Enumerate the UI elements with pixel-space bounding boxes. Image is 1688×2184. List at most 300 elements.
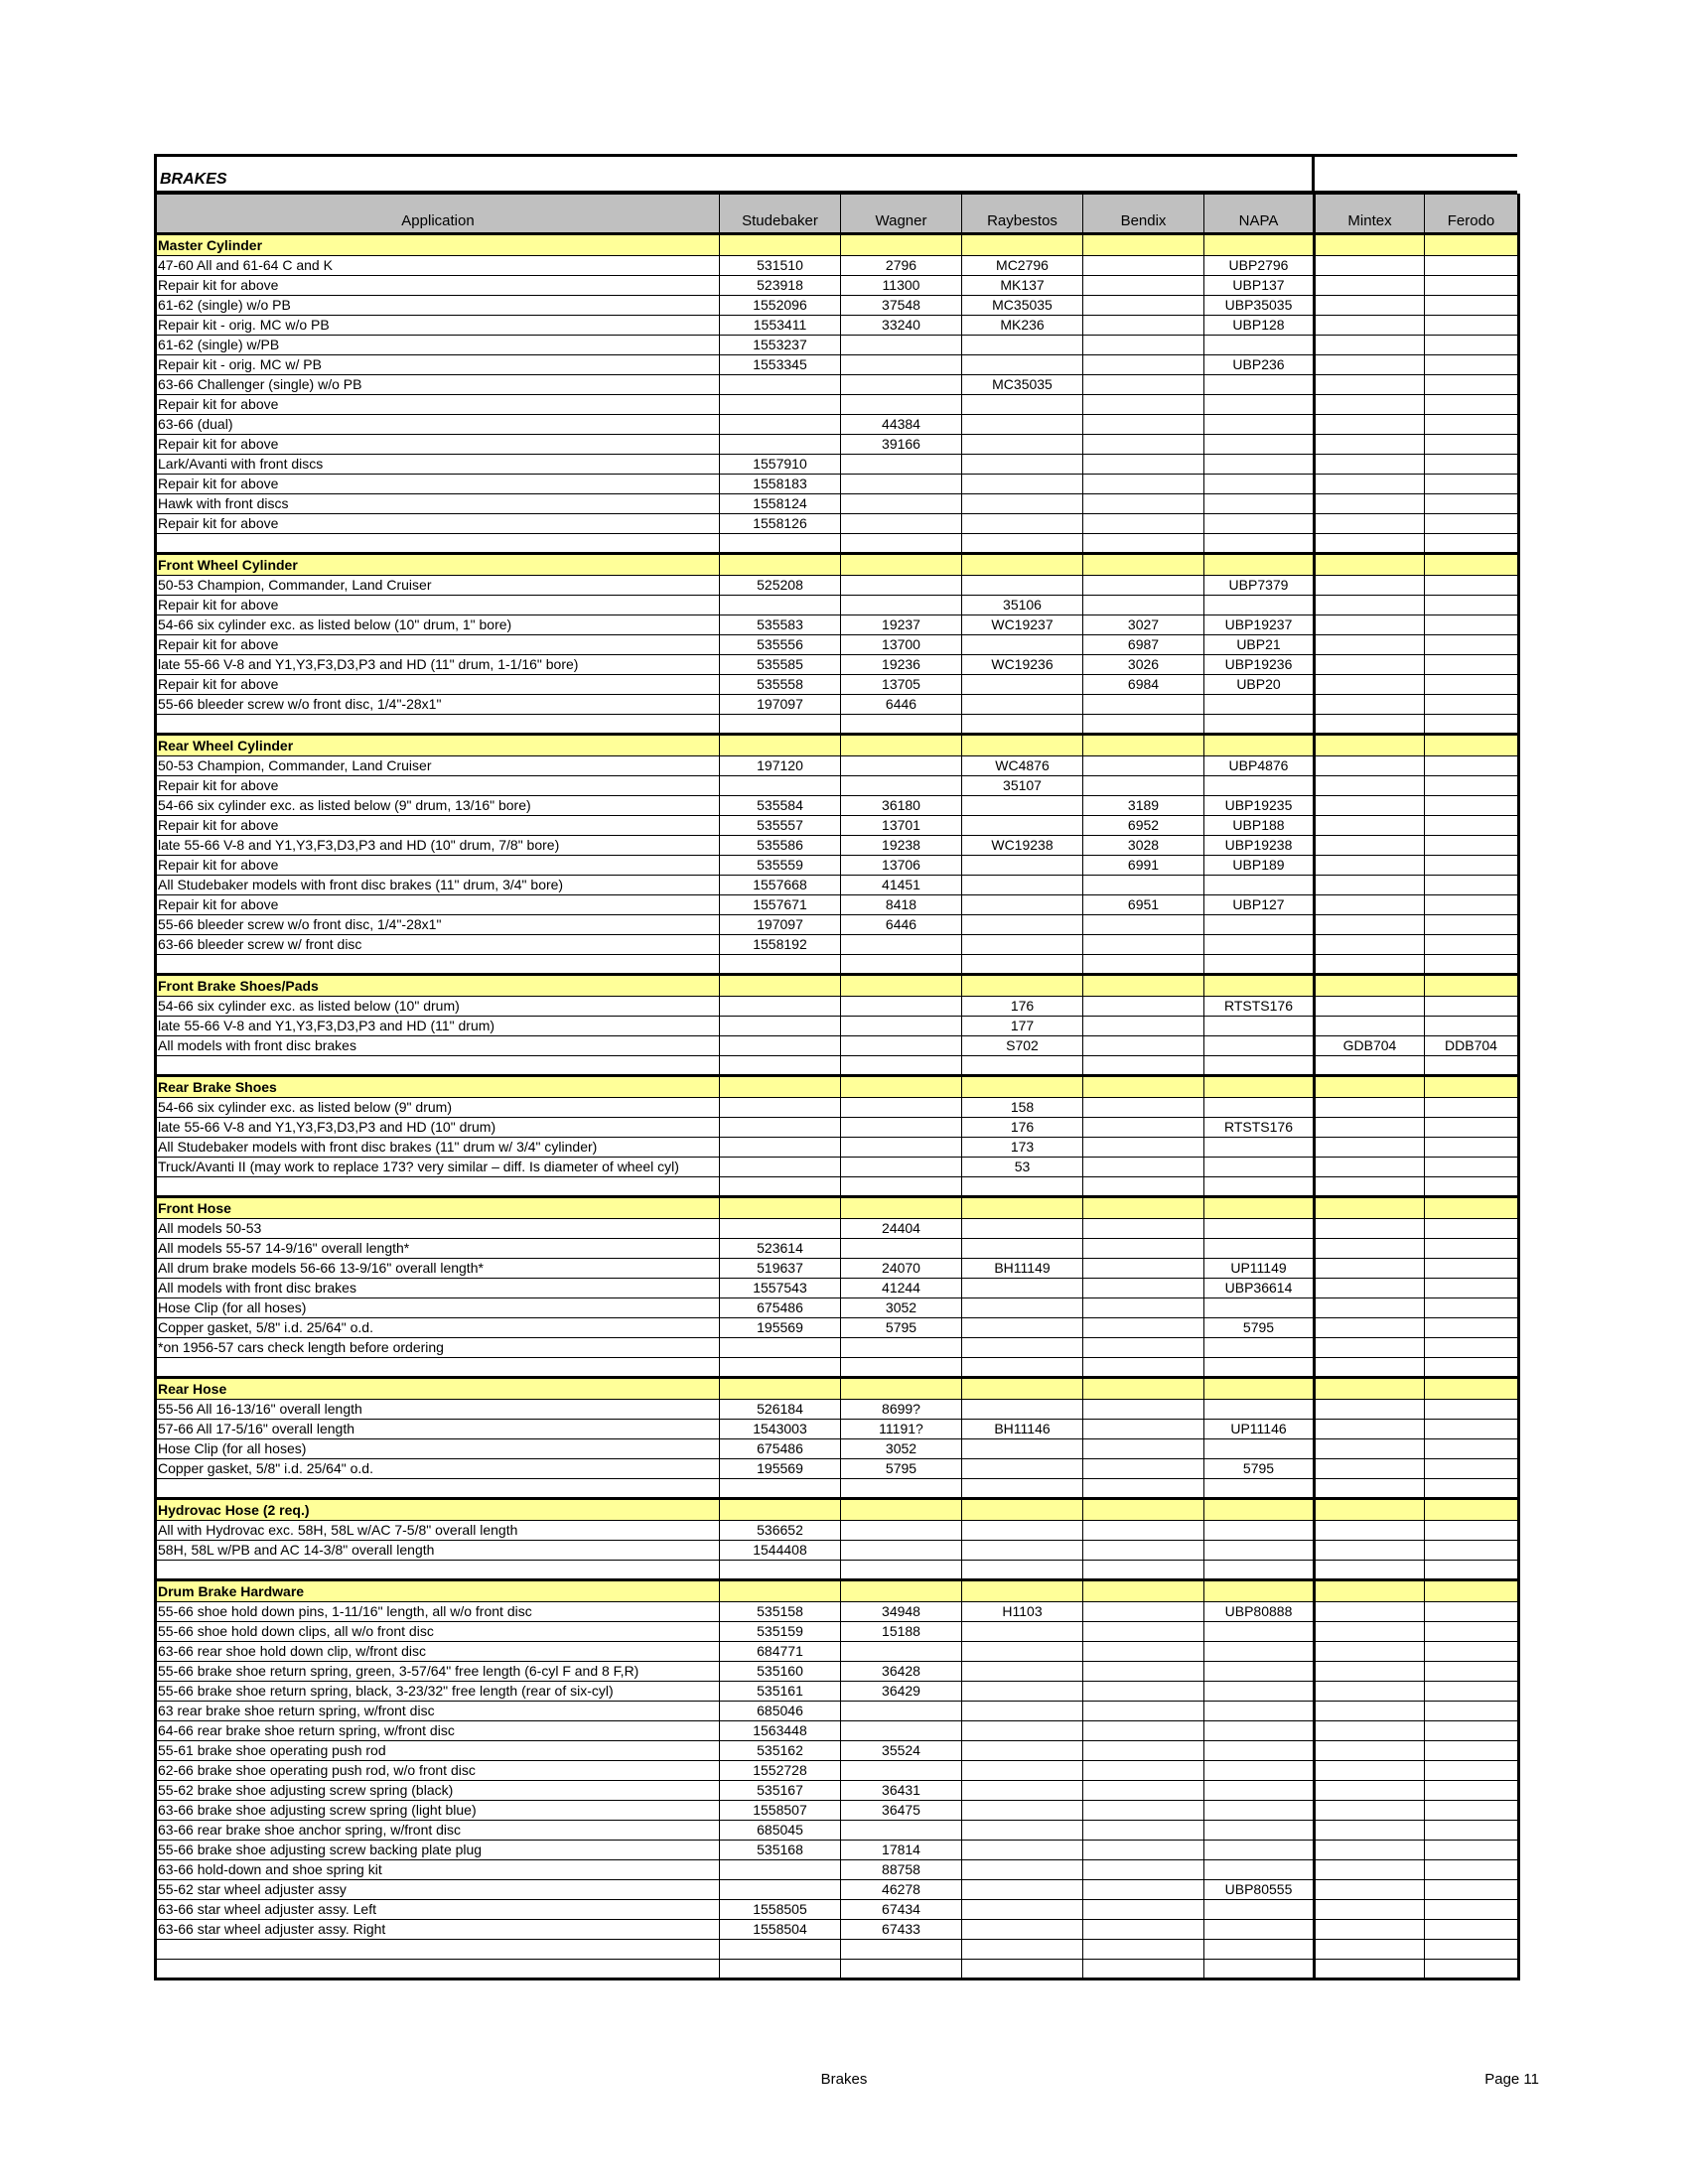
cell-raybestos: WC19238 [962, 836, 1083, 856]
cell-napa [1204, 1801, 1315, 1821]
cell-bendix [1083, 1118, 1204, 1138]
cell-mintex [1315, 375, 1425, 395]
cell-application: 63-66 star wheel adjuster assy. Left [156, 1900, 720, 1920]
section-cell [1204, 1076, 1315, 1098]
section-cell [841, 234, 962, 256]
cell-napa: UBP19235 [1204, 796, 1315, 816]
cell-bendix [1083, 1781, 1204, 1801]
col-bendix: Bendix [1083, 195, 1204, 234]
cell-ferodo [1425, 534, 1519, 554]
section-title: Rear Wheel Cylinder [156, 735, 720, 756]
cell-bendix: 3026 [1083, 655, 1204, 675]
cell-napa: UBP21 [1204, 635, 1315, 655]
cell-napa [1204, 1741, 1315, 1761]
section-cell [1083, 975, 1204, 997]
cell-application: All with Hydrovac exc. 58H, 58L w/AC 7-5/8" overall length [156, 1521, 720, 1541]
cell-wagner [841, 1521, 962, 1541]
cell-studebaker [720, 534, 841, 554]
cell-bendix [1083, 1298, 1204, 1318]
cell-bendix: 3189 [1083, 796, 1204, 816]
cell-ferodo [1425, 355, 1519, 375]
cell-wagner [841, 514, 962, 534]
cell-wagner: 34948 [841, 1602, 962, 1622]
table-row [156, 256, 1519, 276]
cell-mintex [1315, 856, 1425, 876]
cell-ferodo [1425, 415, 1519, 435]
cell-mintex [1315, 355, 1425, 375]
cell-raybestos: 176 [962, 997, 1083, 1017]
cell-wagner [841, 1702, 962, 1721]
cell-bendix [1083, 1239, 1204, 1259]
table-body [156, 234, 1519, 1979]
section-cell [1204, 1378, 1315, 1400]
cell-studebaker [720, 1561, 841, 1580]
cell-application: 55-66 brake shoe return spring, black, 3-23/32" free length (rear of six-cyl) [156, 1682, 720, 1702]
cell-application: Repair kit for above [156, 856, 720, 876]
cell-studebaker [720, 1138, 841, 1158]
cell-mintex [1315, 1860, 1425, 1880]
cell-napa [1204, 1521, 1315, 1541]
cell-raybestos: WC19236 [962, 655, 1083, 675]
cell-mintex [1315, 455, 1425, 475]
cell-wagner: 19238 [841, 836, 962, 856]
cell-raybestos [962, 816, 1083, 836]
table-row [156, 316, 1519, 336]
cell-application: Repair kit for above [156, 816, 720, 836]
cell-studebaker: 535558 [720, 675, 841, 695]
cell-napa [1204, 1721, 1315, 1741]
cell-mintex [1315, 915, 1425, 935]
cell-wagner: 41451 [841, 876, 962, 895]
table-row [156, 1177, 1519, 1197]
cell-napa [1204, 1338, 1315, 1358]
cell-napa [1204, 1479, 1315, 1499]
cell-wagner [841, 1541, 962, 1561]
cell-mintex [1315, 1298, 1425, 1318]
cell-wagner: 39166 [841, 435, 962, 455]
cell-ferodo [1425, 296, 1519, 316]
cell-studebaker [720, 1219, 841, 1239]
section-cell [1425, 234, 1519, 256]
section-header-row [156, 975, 1519, 997]
table-row [156, 1602, 1519, 1622]
cell-bendix: 6951 [1083, 895, 1204, 915]
cell-raybestos [962, 534, 1083, 554]
cell-studebaker: 525208 [720, 576, 841, 596]
cell-raybestos [962, 1841, 1083, 1860]
cell-bendix [1083, 534, 1204, 554]
section-cell [1083, 1197, 1204, 1219]
cell-bendix [1083, 355, 1204, 375]
cell-ferodo [1425, 1841, 1519, 1860]
section-cell [1315, 554, 1425, 576]
cell-mintex [1315, 514, 1425, 534]
cell-bendix [1083, 915, 1204, 935]
cell-ferodo [1425, 1642, 1519, 1662]
cell-application: late 55-66 V-8 and Y1,Y3,F3,D3,P3 and HD (10" drum, 7/8" bore) [156, 836, 720, 856]
cell-raybestos [962, 395, 1083, 415]
cell-wagner [841, 596, 962, 615]
cell-napa: UBP2796 [1204, 256, 1315, 276]
cell-napa [1204, 455, 1315, 475]
cell-ferodo [1425, 1239, 1519, 1259]
table-row [156, 1479, 1519, 1499]
section-cell [720, 1076, 841, 1098]
sheet-title-bar [154, 154, 1517, 194]
cell-wagner [841, 1642, 962, 1662]
cell-napa: UBP35035 [1204, 296, 1315, 316]
table-row [156, 395, 1519, 415]
section-cell [1315, 1499, 1425, 1521]
cell-studebaker [720, 1940, 841, 1960]
cell-raybestos: BH11146 [962, 1420, 1083, 1439]
cell-napa: UBP128 [1204, 316, 1315, 336]
table-row [156, 756, 1519, 776]
cell-mintex [1315, 1920, 1425, 1940]
cell-napa [1204, 776, 1315, 796]
cell-bendix [1083, 1219, 1204, 1239]
cell-mintex [1315, 756, 1425, 776]
cell-raybestos [962, 1781, 1083, 1801]
section-cell [1315, 1197, 1425, 1219]
cell-raybestos [962, 695, 1083, 715]
section-cell [1315, 735, 1425, 756]
cell-bendix [1083, 1880, 1204, 1900]
cell-raybestos [962, 355, 1083, 375]
cell-application: Lark/Avanti with front discs [156, 455, 720, 475]
cell-bendix [1083, 1338, 1204, 1358]
cell-raybestos [962, 635, 1083, 655]
cell-napa [1204, 514, 1315, 534]
cell-mintex [1315, 256, 1425, 276]
cell-mintex [1315, 1821, 1425, 1841]
cell-studebaker: 1553237 [720, 336, 841, 355]
cell-bendix: 6984 [1083, 675, 1204, 695]
cell-ferodo [1425, 1439, 1519, 1459]
cell-mintex [1315, 435, 1425, 455]
table-row [156, 1622, 1519, 1642]
cell-raybestos [962, 915, 1083, 935]
section-title: Drum Brake Hardware [156, 1580, 720, 1602]
section-header-row [156, 735, 1519, 756]
table-row [156, 1338, 1519, 1358]
cell-studebaker: 1557671 [720, 895, 841, 915]
cell-bendix [1083, 336, 1204, 355]
cell-raybestos [962, 715, 1083, 735]
cell-wagner [841, 1118, 962, 1138]
section-header-row [156, 234, 1519, 256]
cell-raybestos [962, 1318, 1083, 1338]
cell-bendix [1083, 395, 1204, 415]
cell-ferodo [1425, 1920, 1519, 1940]
cell-ferodo [1425, 955, 1519, 975]
cell-napa [1204, 1298, 1315, 1318]
section-cell [962, 1076, 1083, 1098]
col-mintex: Mintex [1315, 195, 1425, 234]
col-application: Application [156, 195, 720, 234]
section-title: Front Brake Shoes/Pads [156, 975, 720, 997]
cell-studebaker [720, 415, 841, 435]
cell-raybestos [962, 1279, 1083, 1298]
table-row [156, 816, 1519, 836]
section-cell [962, 735, 1083, 756]
cell-bendix [1083, 596, 1204, 615]
footer-page-number: Page 11 [1484, 2071, 1539, 2088]
cell-napa: UBP188 [1204, 816, 1315, 836]
cell-wagner [841, 715, 962, 735]
cell-application [156, 534, 720, 554]
cell-ferodo [1425, 1479, 1519, 1499]
cell-napa [1204, 1781, 1315, 1801]
cell-studebaker: 536652 [720, 1521, 841, 1541]
table-row [156, 1662, 1519, 1682]
cell-studebaker: 535160 [720, 1662, 841, 1682]
cell-ferodo [1425, 997, 1519, 1017]
cell-ferodo [1425, 1821, 1519, 1841]
col-studebaker: Studebaker [720, 195, 841, 234]
cell-bendix [1083, 955, 1204, 975]
cell-bendix [1083, 514, 1204, 534]
table-row [156, 1561, 1519, 1580]
cell-studebaker: 1558124 [720, 494, 841, 514]
cell-raybestos [962, 435, 1083, 455]
cell-mintex [1315, 1239, 1425, 1259]
cell-studebaker: 1558505 [720, 1900, 841, 1920]
cell-ferodo [1425, 1662, 1519, 1682]
cell-studebaker [720, 1158, 841, 1177]
section-cell [841, 1499, 962, 1521]
cell-ferodo [1425, 1098, 1519, 1118]
cell-ferodo [1425, 615, 1519, 635]
cell-application: 55-62 brake shoe adjusting screw spring (black) [156, 1781, 720, 1801]
cell-wagner [841, 1940, 962, 1960]
table-row [156, 455, 1519, 475]
cell-napa: UBP36614 [1204, 1279, 1315, 1298]
cell-ferodo [1425, 1702, 1519, 1721]
cell-ferodo [1425, 1761, 1519, 1781]
cell-mintex [1315, 1098, 1425, 1118]
section-cell [1425, 554, 1519, 576]
cell-application: late 55-66 V-8 and Y1,Y3,F3,D3,P3 and HD (11" drum, 1-1/16" bore) [156, 655, 720, 675]
sheet-title: BRAKES [160, 171, 227, 188]
cell-wagner: 35524 [841, 1741, 962, 1761]
cell-application: All drum brake models 56-66 13-9/16" overall length* [156, 1259, 720, 1279]
cell-napa [1204, 1561, 1315, 1580]
cell-raybestos [962, 1338, 1083, 1358]
cell-application: 50-53 Champion, Commander, Land Cruiser [156, 756, 720, 776]
cell-bendix: 6952 [1083, 816, 1204, 836]
cell-ferodo [1425, 1259, 1519, 1279]
cell-bendix [1083, 1318, 1204, 1338]
cell-raybestos: MC35035 [962, 296, 1083, 316]
table-row [156, 1880, 1519, 1900]
cell-raybestos: 53 [962, 1158, 1083, 1177]
cell-bendix [1083, 1177, 1204, 1197]
cell-raybestos: 35106 [962, 596, 1083, 615]
cell-raybestos [962, 1521, 1083, 1541]
cell-napa: UP11146 [1204, 1420, 1315, 1439]
cell-raybestos [962, 1056, 1083, 1076]
cell-application: Copper gasket, 5/8" i.d. 25/64" o.d. [156, 1459, 720, 1479]
cell-studebaker [720, 1358, 841, 1378]
section-cell [1425, 1197, 1519, 1219]
cell-wagner: 36180 [841, 796, 962, 816]
cell-mintex [1315, 655, 1425, 675]
cell-raybestos [962, 514, 1083, 534]
cell-studebaker [720, 375, 841, 395]
cell-application: Repair kit for above [156, 776, 720, 796]
cell-wagner [841, 1338, 962, 1358]
cell-mintex [1315, 997, 1425, 1017]
cell-ferodo [1425, 1177, 1519, 1197]
cell-wagner: 8418 [841, 895, 962, 915]
cell-application: 61-62 (single) w/PB [156, 336, 720, 355]
cell-application [156, 1561, 720, 1580]
cell-raybestos [962, 1642, 1083, 1662]
cell-bendix [1083, 256, 1204, 276]
cell-application: Repair kit for above [156, 675, 720, 695]
cell-raybestos [962, 1439, 1083, 1459]
cell-wagner [841, 1098, 962, 1118]
cell-bendix [1083, 1358, 1204, 1378]
cell-application: All models with front disc brakes [156, 1036, 720, 1056]
cell-mintex [1315, 796, 1425, 816]
cell-napa [1204, 1439, 1315, 1459]
cell-ferodo [1425, 695, 1519, 715]
cell-wagner: 33240 [841, 316, 962, 336]
cell-napa: UBP189 [1204, 856, 1315, 876]
cell-application: 63-66 hold-down and shoe spring kit [156, 1860, 720, 1880]
cell-napa: RTSTS176 [1204, 1118, 1315, 1138]
table-row [156, 895, 1519, 915]
cell-wagner: 13700 [841, 635, 962, 655]
cell-bendix [1083, 1158, 1204, 1177]
cell-studebaker [720, 1056, 841, 1076]
cell-studebaker: 197097 [720, 915, 841, 935]
table-row [156, 1279, 1519, 1298]
cell-application: 55-66 bleeder screw w/o front disc, 1/4"-28x1" [156, 915, 720, 935]
table-row [156, 1138, 1519, 1158]
cell-application: late 55-66 V-8 and Y1,Y3,F3,D3,P3 and HD (11" drum) [156, 1017, 720, 1036]
cell-wagner [841, 375, 962, 395]
cell-raybestos [962, 1801, 1083, 1821]
cell-studebaker: 1557910 [720, 455, 841, 475]
cell-mintex [1315, 1056, 1425, 1076]
cell-ferodo [1425, 1017, 1519, 1036]
table-row [156, 415, 1519, 435]
cell-raybestos [962, 1479, 1083, 1499]
cell-application: Repair kit for above [156, 395, 720, 415]
cell-studebaker: 1563448 [720, 1721, 841, 1741]
cell-napa: UBP19237 [1204, 615, 1315, 635]
table-row [156, 1682, 1519, 1702]
cell-wagner [841, 1721, 962, 1741]
cell-napa [1204, 1239, 1315, 1259]
cell-ferodo [1425, 375, 1519, 395]
cell-application: 54-66 six cylinder exc. as listed below (9" drum) [156, 1098, 720, 1118]
table-row [156, 1158, 1519, 1177]
section-cell [720, 735, 841, 756]
cell-studebaker: 1544408 [720, 1541, 841, 1561]
cell-studebaker: 1552728 [720, 1761, 841, 1781]
cell-mintex [1315, 1541, 1425, 1561]
table-row [156, 1219, 1519, 1239]
cell-application: Repair kit for above [156, 895, 720, 915]
cell-bendix [1083, 1940, 1204, 1960]
cell-bendix [1083, 375, 1204, 395]
cell-ferodo [1425, 316, 1519, 336]
cell-application: Repair kit for above [156, 635, 720, 655]
table-row [156, 1298, 1519, 1318]
cell-bendix: 6991 [1083, 856, 1204, 876]
cell-napa: UBP19236 [1204, 655, 1315, 675]
cell-raybestos: BH11149 [962, 1259, 1083, 1279]
section-cell [720, 1378, 841, 1400]
cell-raybestos [962, 1721, 1083, 1741]
section-header-row [156, 1580, 1519, 1602]
cell-application [156, 1479, 720, 1499]
section-cell [1204, 1499, 1315, 1521]
cell-application: Repair kit for above [156, 514, 720, 534]
cell-mintex [1315, 1400, 1425, 1420]
cell-application: All models 50-53 [156, 1219, 720, 1239]
cell-ferodo [1425, 876, 1519, 895]
cell-ferodo [1425, 395, 1519, 415]
section-cell [1315, 975, 1425, 997]
section-cell [720, 1580, 841, 1602]
table-row [156, 596, 1519, 615]
cell-bendix: 3028 [1083, 836, 1204, 856]
table-row [156, 856, 1519, 876]
col-ferodo: Ferodo [1425, 195, 1519, 234]
cell-mintex [1315, 715, 1425, 735]
cell-ferodo [1425, 1219, 1519, 1239]
cell-napa [1204, 1761, 1315, 1781]
cell-mintex [1315, 1338, 1425, 1358]
cell-raybestos [962, 494, 1083, 514]
cell-wagner: 19236 [841, 655, 962, 675]
section-cell [720, 554, 841, 576]
section-cell [1083, 1499, 1204, 1521]
cell-bendix [1083, 997, 1204, 1017]
cell-raybestos [962, 415, 1083, 435]
cell-wagner: 17814 [841, 1841, 962, 1860]
cell-studebaker: 526184 [720, 1400, 841, 1420]
cell-raybestos: 158 [962, 1098, 1083, 1118]
table-row [156, 675, 1519, 695]
table-row [156, 355, 1519, 375]
section-cell [841, 1076, 962, 1098]
cell-ferodo [1425, 276, 1519, 296]
cell-mintex [1315, 1439, 1425, 1459]
cell-application: 63-66 rear brake shoe anchor spring, w/front disc [156, 1821, 720, 1841]
cell-napa [1204, 1841, 1315, 1860]
section-cell [720, 1499, 841, 1521]
cell-napa [1204, 1860, 1315, 1880]
cell-napa [1204, 415, 1315, 435]
cell-ferodo [1425, 796, 1519, 816]
cell-studebaker: 531510 [720, 256, 841, 276]
cell-studebaker [720, 1177, 841, 1197]
cell-wagner [841, 1821, 962, 1841]
cell-raybestos [962, 1219, 1083, 1239]
cell-napa: UBP236 [1204, 355, 1315, 375]
cell-wagner [841, 1761, 962, 1781]
col-raybestos: Raybestos [962, 195, 1083, 234]
cell-mintex [1315, 836, 1425, 856]
cell-studebaker [720, 1118, 841, 1138]
cell-mintex [1315, 1279, 1425, 1298]
